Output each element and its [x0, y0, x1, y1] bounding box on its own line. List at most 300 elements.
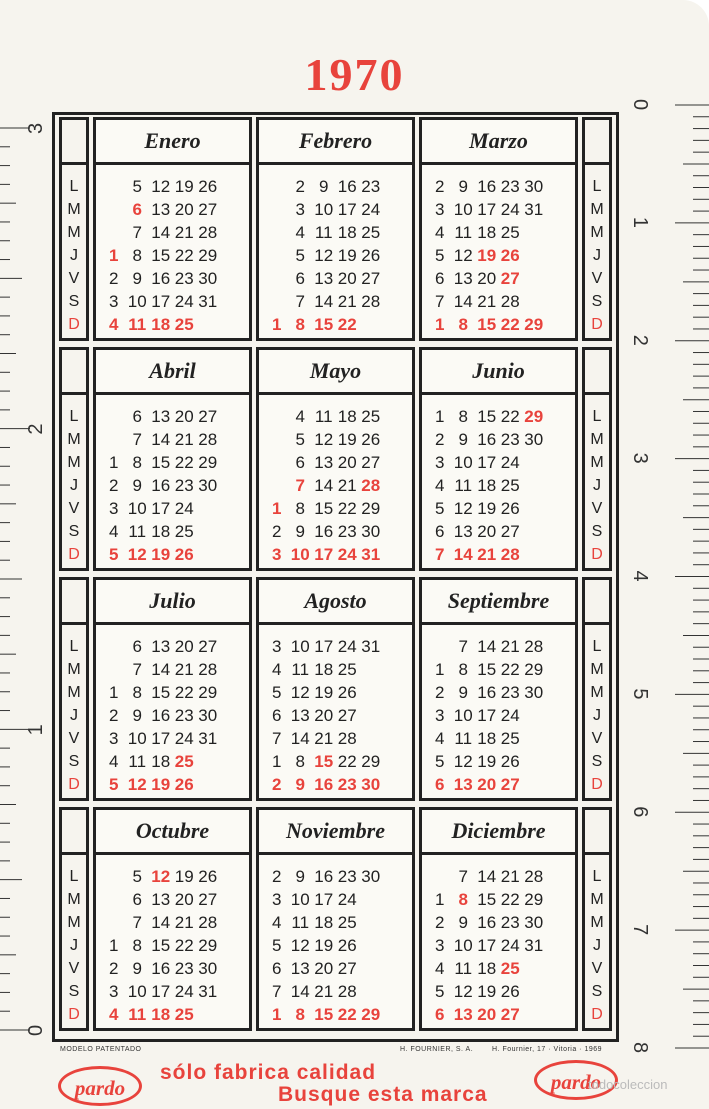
day-cell: 2	[435, 683, 445, 702]
day-cell: 20	[314, 706, 334, 725]
day-cell	[546, 520, 570, 543]
day-cell: 18	[151, 1005, 171, 1024]
day-cell	[546, 888, 570, 911]
week-row	[428, 750, 569, 773]
day-cell: 14	[477, 867, 497, 886]
weekday-column	[582, 117, 612, 341]
day-cell: 7	[272, 982, 282, 1001]
day-cell: 1	[435, 660, 445, 679]
month-name: Julio	[96, 580, 249, 625]
day-cell: 19	[174, 867, 194, 886]
day-cell	[546, 911, 570, 934]
month-name: Enero	[96, 120, 249, 165]
week-row	[428, 980, 569, 1003]
day-cell: 17	[477, 453, 497, 472]
day-cell	[220, 888, 244, 911]
weekday-label: V	[591, 270, 603, 287]
weekday-column-header	[585, 580, 609, 625]
day-cell	[220, 474, 244, 497]
day-cell: 11	[454, 729, 473, 748]
week-row	[428, 405, 569, 428]
footer-left: MODELO PATENTADO	[60, 1046, 142, 1053]
day-cell: 15	[477, 315, 497, 334]
day-cell: 25	[500, 223, 520, 242]
day-cell	[102, 888, 126, 911]
day-cell: 5	[109, 545, 119, 564]
day-cell: 24	[337, 637, 357, 656]
weekday-label: D	[68, 776, 80, 793]
day-cell: 22	[500, 660, 520, 679]
day-cell: 17	[337, 200, 357, 219]
day-cell: 14	[151, 223, 171, 242]
day-cell: 25	[361, 407, 381, 426]
day-cell: 9	[295, 867, 305, 886]
day-cell: 25	[174, 1005, 194, 1024]
day-cell: 1	[435, 890, 445, 909]
week-row	[428, 474, 569, 497]
month-days	[96, 625, 249, 798]
day-cell: 29	[198, 453, 218, 472]
weekday-label: V	[68, 730, 80, 747]
week-row	[265, 888, 406, 911]
day-cell: 29	[361, 752, 381, 771]
day-cell: 22	[500, 315, 520, 334]
day-cell: 4	[109, 315, 119, 334]
day-cell: 7	[132, 223, 142, 242]
day-cell	[522, 957, 546, 980]
day-cell	[383, 405, 407, 428]
day-cell: 14	[151, 660, 171, 679]
day-cell: 21	[477, 545, 497, 564]
week-row	[428, 198, 569, 221]
day-cell: 10	[290, 890, 310, 909]
month-days	[259, 395, 412, 568]
day-cell: 11	[128, 752, 147, 771]
day-cell	[522, 451, 546, 474]
day-cell	[522, 750, 546, 773]
day-cell	[546, 865, 570, 888]
week-row	[428, 888, 569, 911]
day-cell: 29	[524, 890, 544, 909]
week-row	[102, 451, 243, 474]
day-cell: 17	[151, 499, 171, 518]
day-cell: 19	[477, 246, 497, 265]
day-cell: 2	[109, 269, 119, 288]
day-cell: 12	[314, 430, 334, 449]
day-cell: 4	[435, 959, 445, 978]
day-cell: 7	[272, 729, 282, 748]
day-cell: 31	[361, 545, 381, 564]
day-cell: 3	[435, 706, 445, 725]
ruler-label: 6	[629, 806, 651, 818]
week-row	[102, 1003, 243, 1026]
day-cell	[383, 727, 407, 750]
weekday-label: D	[591, 546, 603, 563]
day-cell: 15	[477, 890, 497, 909]
weekday-label: M	[590, 684, 604, 701]
day-cell: 31	[198, 292, 218, 311]
day-cell	[383, 934, 407, 957]
weekday-label: M	[590, 661, 604, 678]
day-cell	[220, 865, 244, 888]
day-cell: 25	[174, 522, 194, 541]
day-cell	[265, 405, 289, 428]
day-cell: 2	[435, 913, 445, 932]
day-cell: 12	[453, 499, 473, 518]
weekday-label: M	[590, 891, 604, 908]
day-cell: 28	[198, 223, 218, 242]
week-row	[428, 1003, 569, 1026]
day-cell: 17	[477, 706, 497, 725]
month-name: Junio	[422, 350, 575, 395]
day-cell: 29	[361, 499, 381, 518]
day-cell	[102, 428, 126, 451]
day-cell	[383, 888, 407, 911]
weekday-label: D	[68, 546, 80, 563]
week-row	[102, 520, 243, 543]
day-cell	[522, 980, 546, 1003]
week-row	[428, 911, 569, 934]
day-cell: 8	[458, 660, 468, 679]
day-cell: 21	[314, 729, 334, 748]
day-cell	[220, 750, 244, 773]
day-cell: 14	[314, 292, 334, 311]
watermark: todocoleccion	[588, 1077, 668, 1092]
week-row	[102, 681, 243, 704]
day-cell: 24	[174, 729, 194, 748]
day-cell	[265, 451, 289, 474]
day-cell: 25	[174, 315, 194, 334]
month-marzo	[419, 117, 578, 341]
day-cell: 24	[500, 453, 520, 472]
day-cell	[196, 1003, 220, 1026]
week-row	[428, 267, 569, 290]
day-cell: 9	[132, 476, 142, 495]
day-cell: 31	[198, 729, 218, 748]
week-row	[265, 267, 406, 290]
day-cell: 8	[295, 315, 305, 334]
week-row	[102, 244, 243, 267]
day-cell: 19	[337, 430, 357, 449]
day-cell: 1	[272, 499, 282, 518]
day-cell: 28	[361, 292, 381, 311]
day-cell: 25	[337, 913, 357, 932]
month-julio	[93, 577, 252, 801]
day-cell: 8	[295, 1005, 305, 1024]
day-cell: 3	[435, 453, 445, 472]
day-cell: 29	[524, 315, 544, 334]
month-diciembre	[419, 807, 578, 1031]
day-cell	[102, 658, 126, 681]
weekday-label: D	[68, 1006, 80, 1023]
weekday-label: V	[68, 500, 80, 517]
day-cell	[383, 681, 407, 704]
month-febrero	[256, 117, 415, 341]
day-cell: 19	[477, 982, 497, 1001]
weekday-label: M	[590, 224, 604, 241]
day-cell	[428, 635, 452, 658]
day-cell	[265, 244, 289, 267]
day-cell: 8	[132, 246, 142, 265]
day-cell: 21	[174, 430, 194, 449]
day-cell: 31	[524, 200, 544, 219]
week-row	[428, 934, 569, 957]
left-ruler	[0, 0, 52, 1060]
day-cell: 11	[128, 1005, 147, 1024]
day-cell: 14	[314, 476, 334, 495]
weekday-list	[62, 625, 86, 798]
week-row	[265, 221, 406, 244]
week-row	[102, 497, 243, 520]
day-cell: 14	[453, 545, 473, 564]
day-cell: 24	[337, 890, 357, 909]
month-name: Mayo	[259, 350, 412, 395]
day-cell: 3	[272, 890, 282, 909]
day-cell: 21	[337, 292, 357, 311]
day-cell	[220, 428, 244, 451]
month-name: Febrero	[259, 120, 412, 165]
day-cell: 3	[435, 936, 445, 955]
day-cell	[220, 244, 244, 267]
day-cell: 8	[458, 407, 468, 426]
month-octubre	[93, 807, 252, 1031]
day-cell: 4	[295, 407, 305, 426]
day-cell	[359, 704, 383, 727]
day-cell: 9	[458, 430, 468, 449]
weekday-label: D	[591, 1006, 603, 1023]
slogan-line-1: sólo fabrica calidad	[160, 1061, 377, 1084]
day-cell: 5	[109, 775, 119, 794]
day-cell: 13	[314, 269, 334, 288]
day-cell: 13	[290, 706, 310, 725]
day-cell: 2	[435, 177, 445, 196]
day-cell: 26	[198, 867, 218, 886]
day-cell: 13	[290, 959, 310, 978]
day-cell: 22	[174, 936, 194, 955]
day-cell: 21	[500, 637, 520, 656]
day-cell: 30	[198, 476, 218, 495]
day-cell: 12	[453, 246, 473, 265]
day-cell: 25	[500, 729, 520, 748]
day-cell: 2	[272, 775, 282, 794]
weekday-label: J	[593, 247, 601, 264]
weekday-label: L	[592, 638, 602, 655]
week-row	[265, 543, 406, 566]
day-cell: 14	[290, 982, 310, 1001]
weekday-label: J	[70, 707, 78, 724]
day-cell: 5	[435, 752, 445, 771]
day-cell: 23	[500, 177, 520, 196]
day-cell: 6	[435, 522, 445, 541]
month-noviembre	[256, 807, 415, 1031]
day-cell: 30	[524, 683, 544, 702]
day-cell: 1	[272, 315, 282, 334]
day-cell: 1	[109, 246, 119, 265]
day-cell: 27	[361, 269, 381, 288]
day-cell: 19	[314, 936, 334, 955]
day-cell: 13	[151, 637, 171, 656]
month-septiembre	[419, 577, 578, 801]
day-cell: 1	[109, 683, 119, 702]
weekday-label: M	[590, 454, 604, 471]
day-cell: 10	[453, 200, 473, 219]
day-cell	[522, 474, 546, 497]
day-cell: 27	[500, 522, 520, 541]
day-cell: 15	[314, 499, 334, 518]
day-cell: 4	[109, 1005, 119, 1024]
day-cell: 20	[477, 775, 497, 794]
day-cell: 17	[314, 637, 334, 656]
day-cell: 25	[500, 476, 520, 495]
day-cell: 8	[132, 683, 142, 702]
day-cell	[102, 221, 126, 244]
day-cell	[522, 543, 546, 566]
day-cell: 4	[272, 913, 282, 932]
day-cell: 26	[361, 430, 381, 449]
weekday-label: M	[590, 914, 604, 931]
day-cell	[220, 704, 244, 727]
day-cell: 25	[174, 752, 194, 771]
day-cell: 11	[454, 476, 473, 495]
day-cell: 18	[477, 476, 497, 495]
day-cell: 13	[453, 1005, 473, 1024]
day-cell: 5	[132, 867, 142, 886]
day-cell	[220, 198, 244, 221]
day-cell: 6	[132, 890, 142, 909]
weekday-label: D	[591, 776, 603, 793]
week-row	[265, 980, 406, 1003]
day-cell: 17	[151, 292, 171, 311]
weekday-label: J	[593, 477, 601, 494]
day-cell: 16	[314, 867, 334, 886]
day-cell	[220, 520, 244, 543]
day-cell: 21	[174, 913, 194, 932]
day-cell: 15	[151, 936, 171, 955]
day-cell	[383, 750, 407, 773]
ruler-label: 3	[629, 452, 651, 464]
day-cell	[220, 957, 244, 980]
day-cell: 18	[151, 315, 171, 334]
day-cell: 4	[435, 476, 445, 495]
day-cell: 21	[174, 223, 194, 242]
day-cell: 14	[151, 430, 171, 449]
day-cell: 19	[337, 246, 357, 265]
day-cell	[265, 198, 289, 221]
day-cell	[383, 290, 407, 313]
day-cell	[546, 221, 570, 244]
day-cell	[546, 428, 570, 451]
day-cell: 10	[453, 936, 473, 955]
day-cell: 18	[477, 223, 497, 242]
day-cell: 20	[174, 637, 194, 656]
day-cell: 3	[272, 637, 282, 656]
day-cell: 27	[500, 269, 520, 288]
footer-right: H. Fournier, 17 · Vitoria · 1969	[492, 1046, 603, 1053]
day-cell: 12	[127, 545, 147, 564]
day-cell: 11	[291, 660, 310, 679]
day-cell: 13	[453, 775, 473, 794]
day-cell: 24	[174, 292, 194, 311]
week-row	[428, 313, 569, 336]
weekday-column-header	[62, 810, 86, 855]
day-cell: 10	[127, 292, 147, 311]
day-cell: 20	[337, 453, 357, 472]
week-row	[102, 474, 243, 497]
week-row	[102, 428, 243, 451]
day-cell: 7	[458, 637, 468, 656]
day-cell: 4	[295, 223, 305, 242]
month-agosto	[256, 577, 415, 801]
day-cell: 6	[435, 269, 445, 288]
day-cell: 12	[453, 982, 473, 1001]
month-name: Septiembre	[422, 580, 575, 625]
day-cell	[359, 980, 383, 1003]
day-cell: 26	[337, 683, 357, 702]
day-cell	[102, 865, 126, 888]
day-cell	[522, 1003, 546, 1026]
day-cell: 28	[500, 545, 520, 564]
day-cell: 17	[151, 729, 171, 748]
day-cell	[383, 773, 407, 796]
day-cell: 29	[361, 1005, 381, 1024]
weekday-label: S	[591, 983, 603, 1000]
day-cell	[383, 198, 407, 221]
week-row	[428, 957, 569, 980]
day-cell	[383, 980, 407, 1003]
day-cell	[265, 221, 289, 244]
day-cell: 2	[435, 430, 445, 449]
day-cell: 15	[314, 752, 334, 771]
day-cell: 14	[290, 729, 310, 748]
day-cell: 13	[151, 200, 171, 219]
month-name: Marzo	[422, 120, 575, 165]
day-cell: 29	[524, 407, 544, 426]
weekday-list	[585, 395, 609, 568]
week-row	[428, 727, 569, 750]
day-cell	[359, 957, 383, 980]
week-row	[265, 497, 406, 520]
day-cell: 3	[435, 200, 445, 219]
day-cell: 30	[361, 775, 381, 794]
weekday-column	[582, 347, 612, 571]
day-cell	[383, 543, 407, 566]
day-cell: 18	[314, 913, 334, 932]
day-cell: 25	[361, 223, 381, 242]
day-cell: 23	[337, 775, 357, 794]
day-cell	[546, 957, 570, 980]
day-cell: 11	[291, 913, 310, 932]
month-junio	[419, 347, 578, 571]
week-row	[102, 750, 243, 773]
day-cell	[265, 428, 289, 451]
day-cell: 6	[435, 775, 445, 794]
day-cell: 9	[132, 269, 142, 288]
week-row	[265, 428, 406, 451]
day-cell: 26	[198, 177, 218, 196]
day-cell: 9	[458, 177, 468, 196]
week-row	[102, 267, 243, 290]
week-row	[265, 451, 406, 474]
week-row	[428, 520, 569, 543]
weekday-label: S	[68, 753, 80, 770]
week-row	[265, 198, 406, 221]
weekday-column-header	[585, 810, 609, 855]
day-cell: 24	[337, 545, 357, 564]
day-cell: 22	[500, 407, 520, 426]
day-cell	[220, 773, 244, 796]
day-cell: 18	[337, 407, 357, 426]
day-cell: 5	[132, 177, 142, 196]
